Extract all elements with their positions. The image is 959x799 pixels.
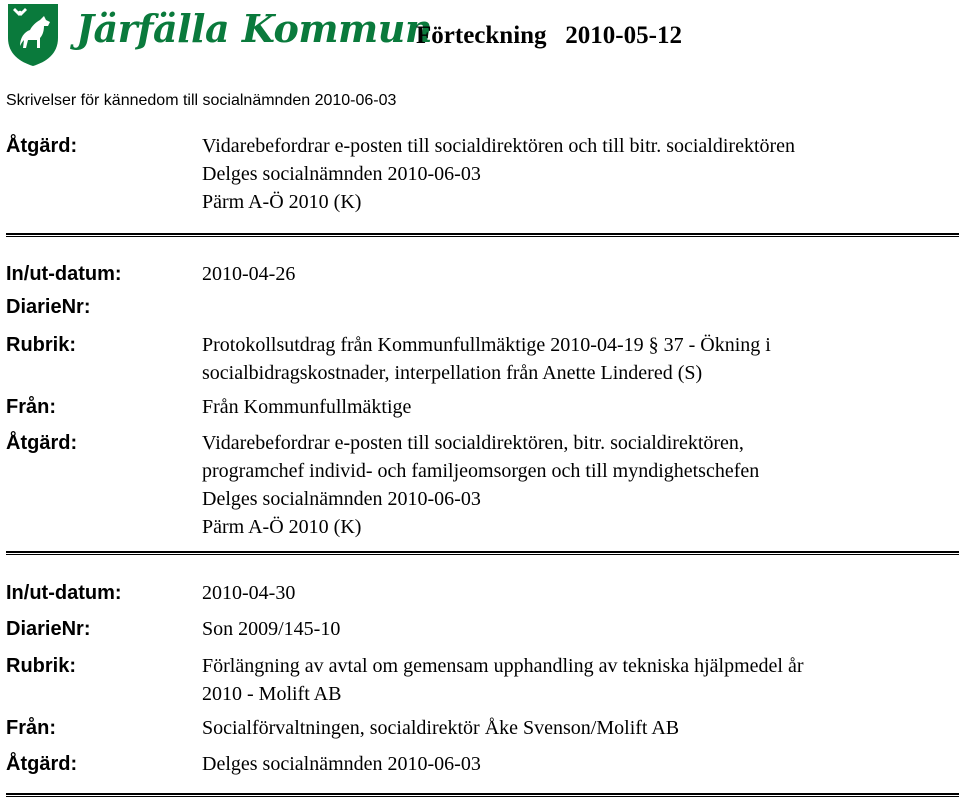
atgard-label: Åtgärd: [6,135,78,157]
municipality-logo-text: Järfälla Kommun [76,6,433,51]
diarie-label: DiarieNr: [6,296,91,318]
section-divider [6,551,959,553]
municipality-coat-of-arms-icon [6,2,60,68]
datum-label: In/ut-datum: [6,263,122,285]
page-header [0,0,959,80]
atgard-line: Vidarebefordrar e-posten till socialdirektören, bitr. socialdirektören, [202,432,744,454]
datum-label: In/ut-datum: [6,582,122,604]
document-title: Förteckning 2010-05-12 [416,22,682,49]
diarie-value: Son 2009/145-10 [202,618,341,640]
atgard-line: Delges socialnämnden 2010-06-03 [202,163,481,185]
datum-value: 2010-04-30 [202,582,296,604]
atgard-label: Åtgärd: [6,753,78,775]
rubrik-label: Rubrik: [6,655,76,677]
rubrik-line: 2010 - Molift AB [202,683,342,705]
section-divider [6,793,959,795]
atgard-line: Delges socialnämnden 2010-06-03 [202,753,481,775]
atgard-label: Åtgärd: [6,432,78,454]
atgard-line: Delges socialnämnden 2010-06-03 [202,488,481,510]
datum-value: 2010-04-26 [202,263,296,285]
fran-label: Från: [6,396,56,418]
fran-label: Från: [6,717,56,739]
rubrik-line: socialbidragskostnader, interpellation från Anette Lindered (S) [202,362,703,384]
atgard-line: Pärm A-Ö 2010 (K) [202,191,362,213]
fran-value: Socialförvaltningen, socialdirektör Åke Svenson/Molift AB [202,717,680,739]
atgard-line: Pärm A-Ö 2010 (K) [202,516,362,538]
atgard-line: programchef individ- och familjeomsorgen och till myndighetschefen [202,460,760,482]
rubrik-line: Protokollsutdrag från Kommunfullmäktige 2010-04-19 § 37 - Ökning i [202,334,771,356]
section-divider [6,233,959,235]
rubrik-line: Förlängning av avtal om gemensam upphandling av tekniska hjälpmedel år [202,655,804,677]
atgard-line: Vidarebefordrar e-posten till socialdirektören och till bitr. socialdirektören [202,135,796,157]
document-subtitle: Skrivelser för kännedom till socialnämnden 2010-06-03 [6,92,397,109]
rubrik-label: Rubrik: [6,334,76,356]
diarie-label: DiarieNr: [6,618,91,640]
fran-value: Från Kommunfullmäktige [202,396,412,418]
